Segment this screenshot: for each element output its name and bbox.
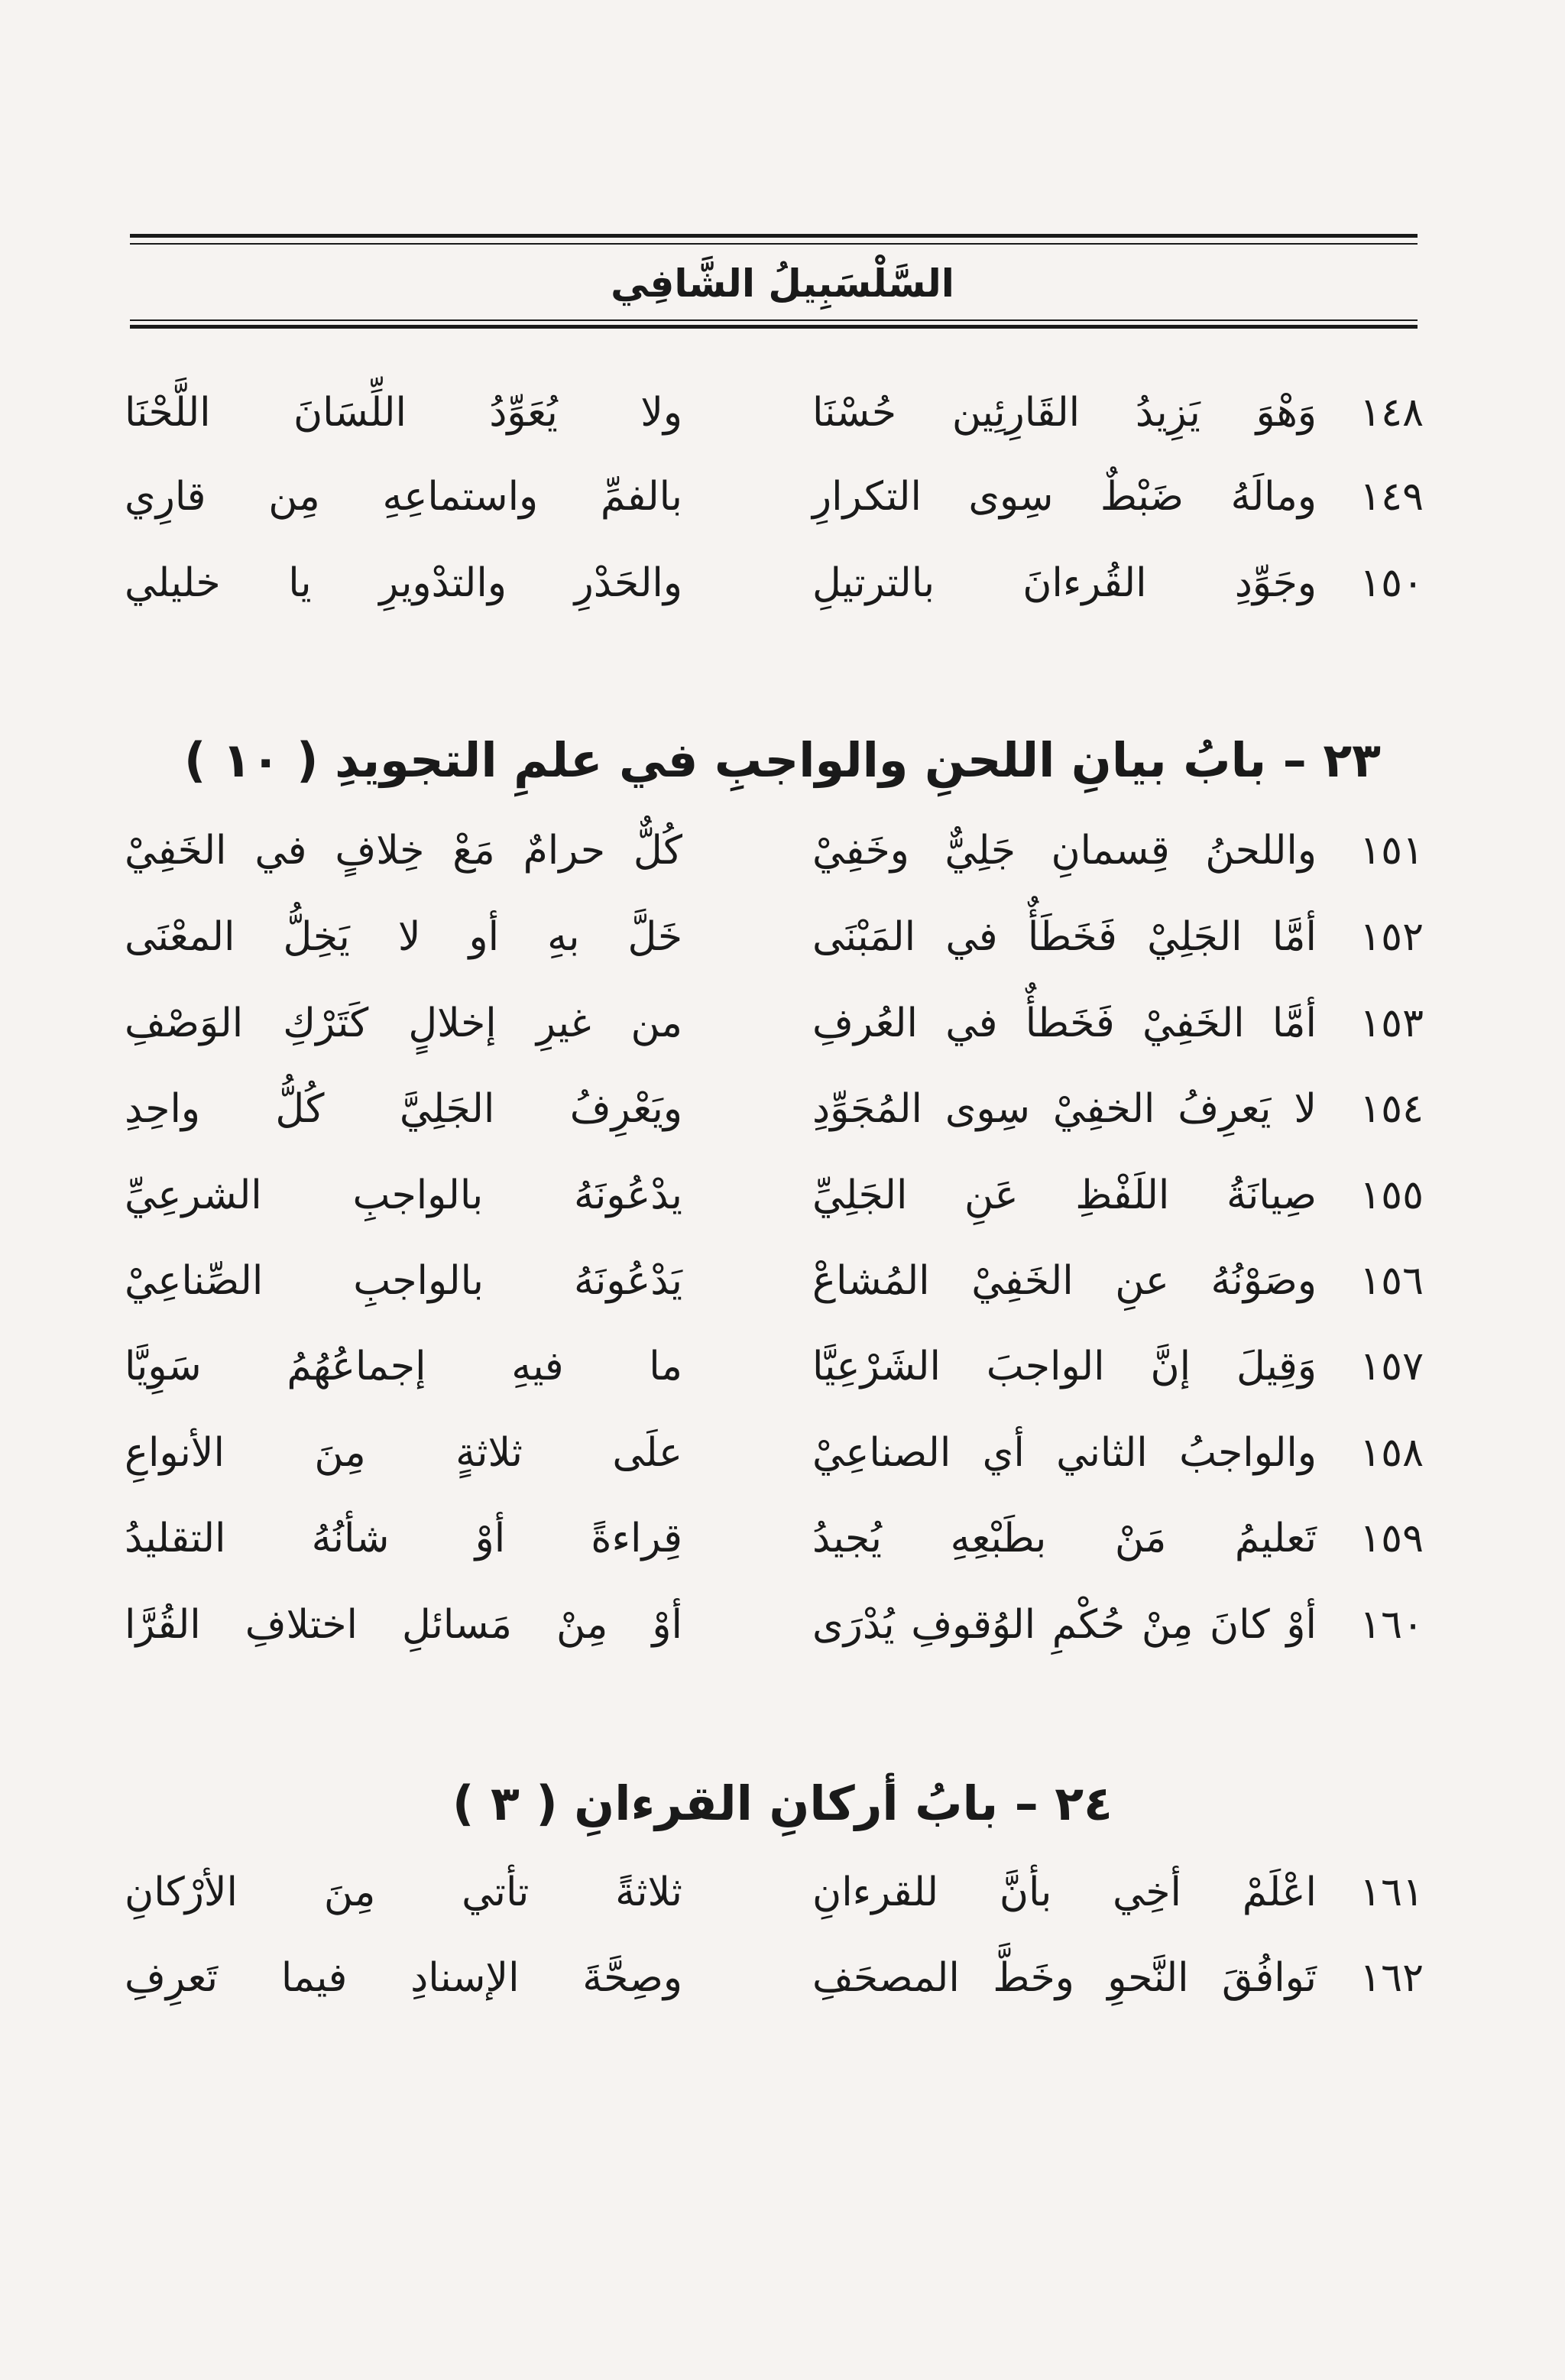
verse-first-hemistich: وَقِيلَ إنَّ الواجبَ الشَرْعِيَّا	[812, 1344, 1317, 1389]
running-title: السَّلْسَبِيلُ الشَّافِي	[611, 261, 954, 306]
verse-first-hemistich: والواجبُ الثاني أي الصناعِيْ	[812, 1430, 1317, 1476]
verse-second-hemistich: وصِحَّةَ الإسنادِ فيما تَعرِفِ	[125, 1955, 682, 2001]
verse-number: ١٥٧	[1359, 1344, 1424, 1389]
verse-first-hemistich: أوْ كانَ مِنْ حُكْمِ الوُقوفِ يُدْرَى	[812, 1602, 1317, 1648]
header-rule-thin-bottom	[130, 319, 1418, 321]
verse-line	[0, 1940, 1565, 2016]
verse-second-hemistich: يَدْعُونَهُ بالواجبِ الصِّناعِيْ	[125, 1258, 682, 1304]
verse-line	[0, 812, 1565, 889]
verse-line	[0, 375, 1565, 451]
verse-second-hemistich: ولا يُعَوِّدُ اللِّسَانَ اللَّحْنَا	[125, 390, 682, 436]
verse-second-hemistich: والحَدْرِ والتدْويرِ يا خليلي	[125, 560, 682, 606]
verse-first-hemistich: ومالَهُ ضَبْطٌ سِوى التكرارِ	[812, 474, 1317, 520]
verse-first-hemistich: أمَّا الجَلِيْ فَخَطَأٌ في المَبْنَى	[812, 914, 1317, 960]
verse-first-hemistich: وَهْوَ يَزِيدُ القَارِئِين حُسْنَا	[812, 390, 1317, 436]
verse-first-hemistich: تَوافُقَ النَّحوِ وخَطَّ المصحَفِ	[812, 1955, 1317, 2001]
verse-line	[0, 1157, 1565, 1234]
verse-first-hemistich: اعْلَمْ أخِي بأنَّ للقرءانِ	[812, 1869, 1317, 1915]
verse-line	[0, 1243, 1565, 1319]
verse-number: ١٥١	[1359, 828, 1424, 874]
verse-second-hemistich: خَلَّ بهِ أو لا يَخِلُّ المعْنَى	[125, 914, 682, 960]
verse-line	[0, 1500, 1565, 1577]
verse-number: ١٦١	[1359, 1869, 1424, 1915]
verse-second-hemistich: كُلٌّ حرامٌ مَعْ خِلافٍ في الخَفِيْ	[125, 828, 682, 874]
verse-second-hemistich: يدْعُونَهُ بالواجبِ الشرعِيِّ	[125, 1172, 682, 1218]
verse-number: ١٥٩	[1359, 1516, 1424, 1561]
verse-line	[0, 1587, 1565, 1663]
verse-line	[0, 1071, 1565, 1147]
chapter-heading: ٢٤ – بابُ أركانِ القرءانِ ( ٣ )	[452, 1775, 1113, 1831]
verse-second-hemistich: بالفمِّ واستماعِهِ مِن قارِي	[125, 474, 682, 520]
verse-first-hemistich: وصَوْنُهُ عنِ الخَفِيْ المُشاعْ	[812, 1258, 1317, 1304]
verse-number: ١٤٩	[1359, 474, 1424, 520]
verse-number: ١٤٨	[1359, 390, 1424, 436]
verse-number: ١٥٨	[1359, 1430, 1424, 1476]
chapter-heading: ٢٣ – بابُ بيانِ اللحنِ والواجبِ في علمِ التجويدِ ( ١٠ )	[183, 732, 1382, 788]
verse-second-hemistich: ما فيهِ إجماعُهُمُ سَوِيَّا	[125, 1344, 682, 1389]
verse-second-hemistich: علَى ثلاثةٍ مِنَ الأنواعِ	[125, 1430, 682, 1476]
verse-number: ١٥٠	[1359, 560, 1424, 606]
verse-line	[0, 1415, 1565, 1491]
verse-second-hemistich: ثلاثةً تأتي مِنَ الأرْكانِ	[125, 1869, 682, 1915]
verse-line	[0, 1854, 1565, 1931]
header-rule-thick-top	[130, 234, 1418, 238]
verse-line	[0, 459, 1565, 535]
verse-second-hemistich: أوْ مِنْ مَسائلِ اختلافِ القُرَّا	[125, 1602, 682, 1648]
verse-line	[0, 899, 1565, 975]
header-rule-thick-bottom	[130, 325, 1418, 329]
verse-number: ١٥٢	[1359, 914, 1424, 960]
verse-line	[0, 545, 1565, 621]
verse-second-hemistich: ويَعْرِفُ الجَلِيَّ كُلُّ واحِدِ	[125, 1086, 682, 1132]
verse-line	[0, 1328, 1565, 1405]
verse-number: ١٦٢	[1359, 1955, 1424, 2001]
verse-number: ١٦٠	[1359, 1602, 1424, 1648]
verse-first-hemistich: أمَّا الخَفِيْ فَخَطأٌ في العُرفِ	[812, 1000, 1317, 1046]
verse-second-hemistich: من غيرِ إخلالٍ كَتَرْكِ الوَصْفِ	[125, 1000, 682, 1046]
verse-number: ١٥٥	[1359, 1172, 1424, 1218]
verse-second-hemistich: قِراءةً أوْ شأنُهُ التقليدُ	[125, 1516, 682, 1561]
verse-first-hemistich: تَعليمُ مَنْ بطَبْعِهِ يُجيدُ	[812, 1516, 1317, 1561]
verse-number: ١٥٣	[1359, 1000, 1424, 1046]
verse-number: ١٥٦	[1359, 1258, 1424, 1304]
verse-first-hemistich: لا يَعرِفُ الخفِيْ سِوى المُجَوِّدِ	[812, 1086, 1317, 1132]
header-rule-thin-top	[130, 243, 1418, 245]
verse-first-hemistich: واللحنُ قِسمانِ جَلِيٌّ وخَفِيْ	[812, 828, 1317, 874]
verse-line	[0, 985, 1565, 1062]
verse-first-hemistich: صِيانَةُ اللَفْظِ عَنِ الجَلِيِّ	[812, 1172, 1317, 1218]
verse-number: ١٥٤	[1359, 1086, 1424, 1132]
verse-first-hemistich: وجَوِّدِ القُرءانَ بالترتيلِ	[812, 560, 1317, 606]
